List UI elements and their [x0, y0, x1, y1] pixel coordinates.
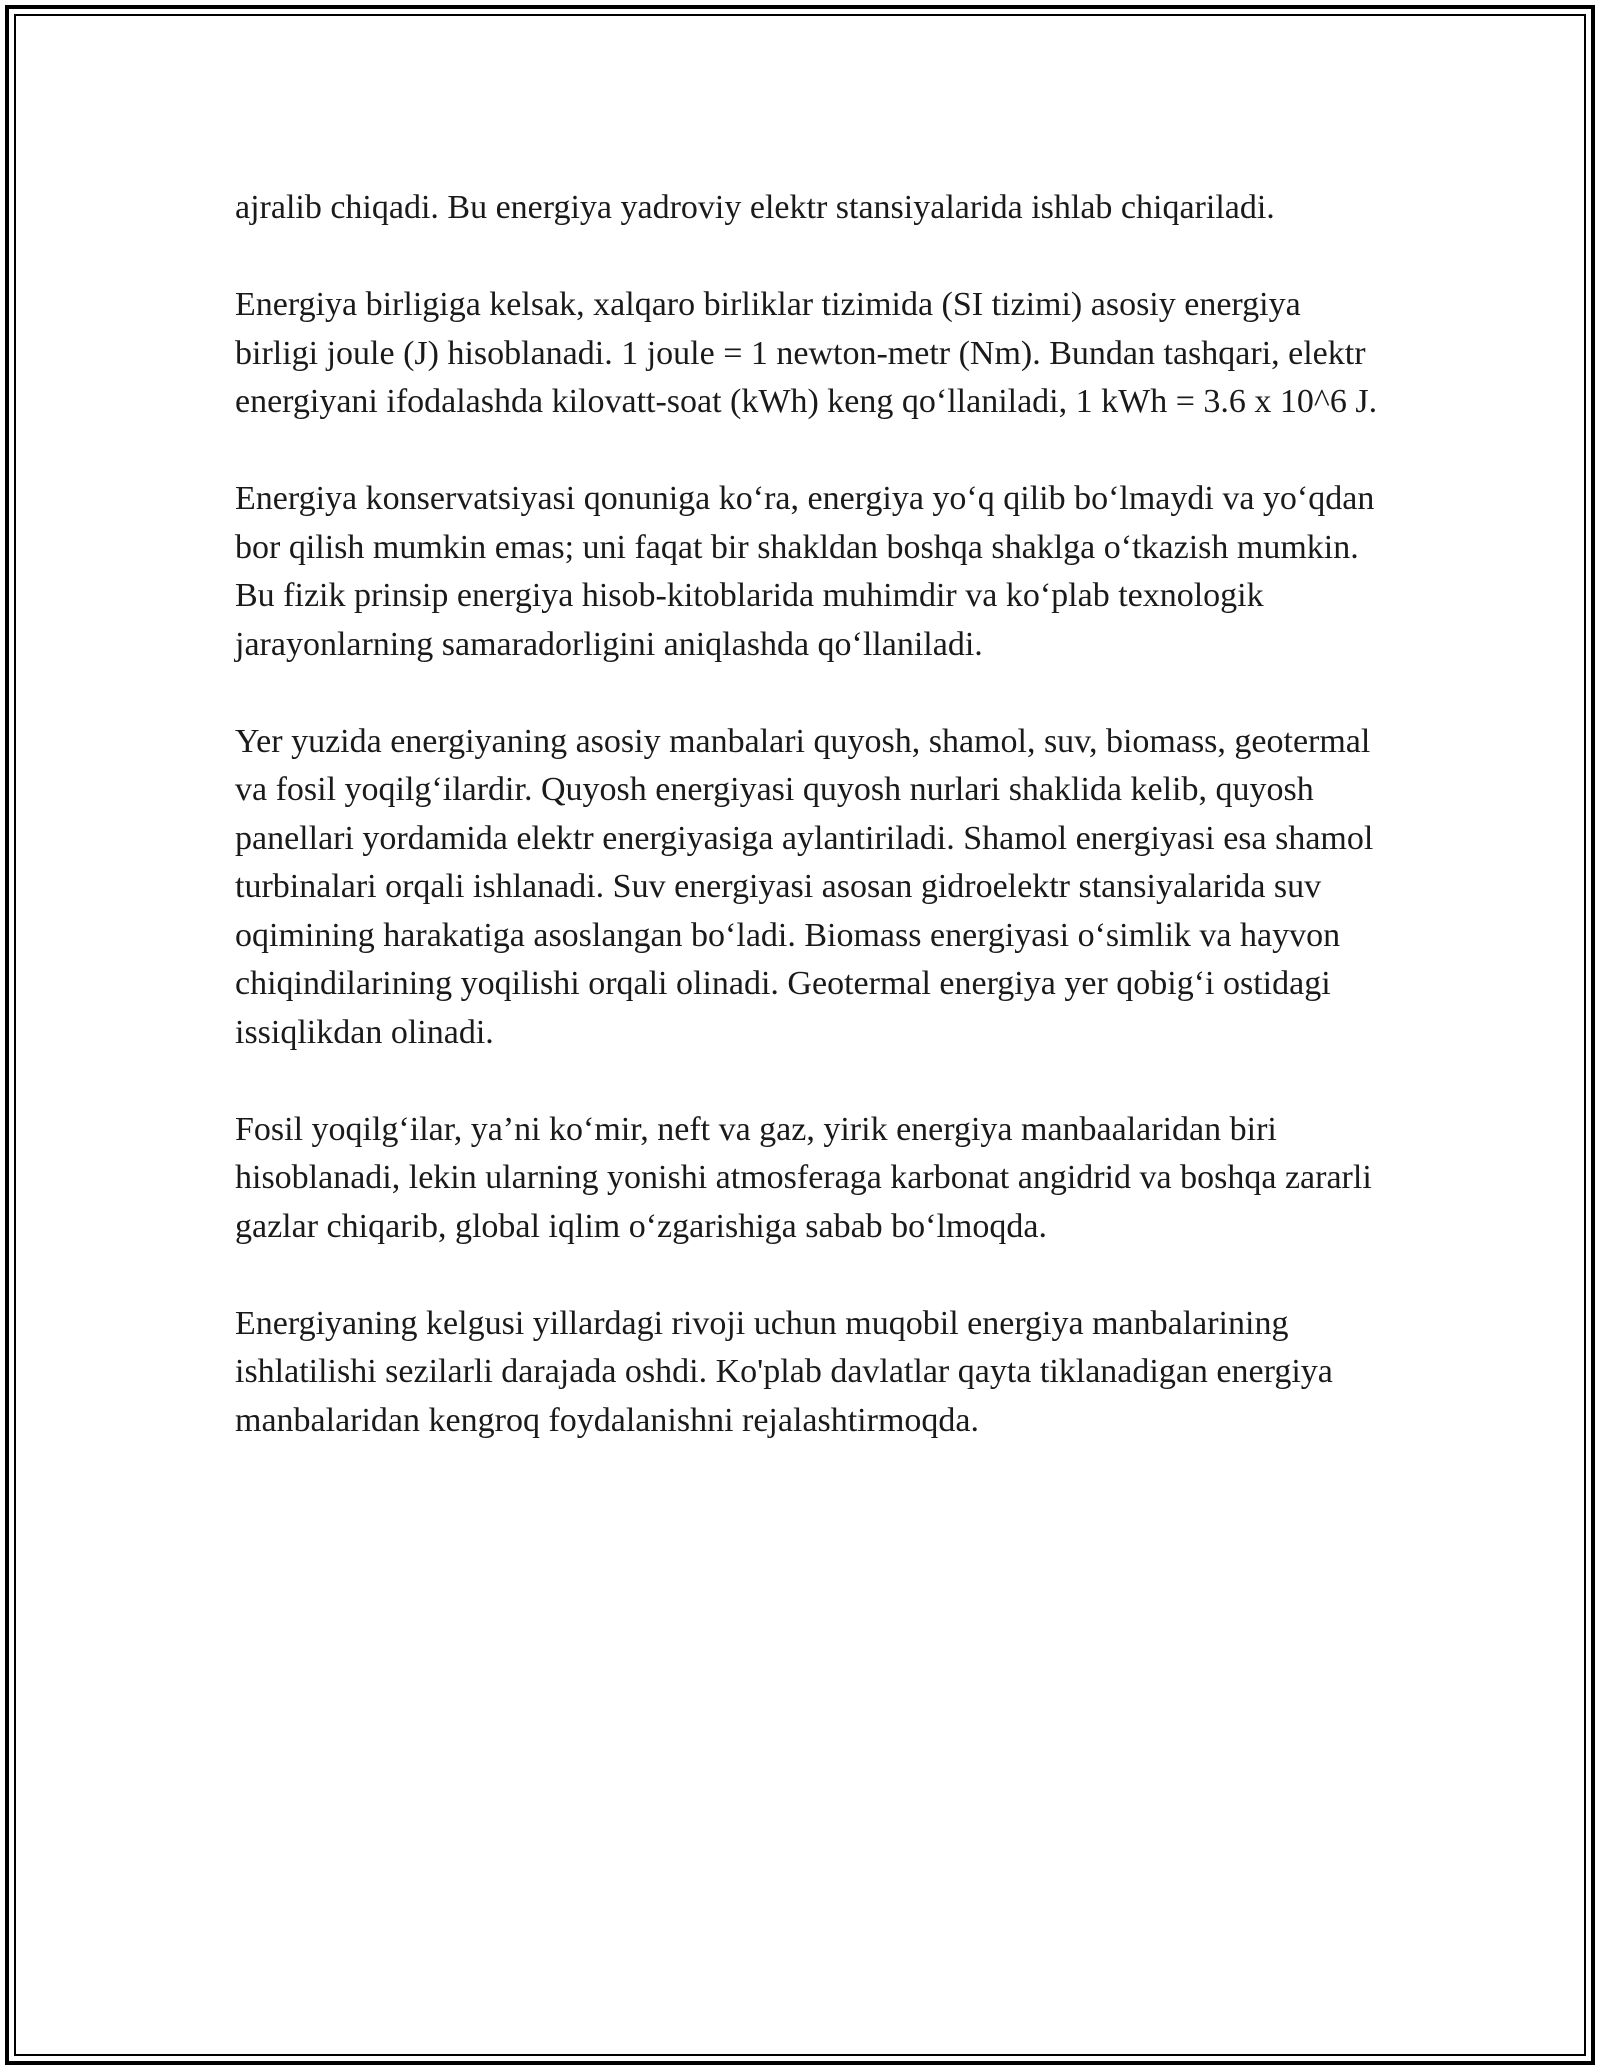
paragraph: ajralib chiqadi. Bu energiya yadroviy elektr stansiyalarida ishlab chiqariladi. [235, 189, 1275, 226]
paragraph: Yer yuzida energiyaning asosiy manbalari quyosh, shamol, suv, biomass, geotermal va fosil yoqilg‘ilardir. Quyosh energiyasi quyosh nurlari shaklida kelib, quyosh panellari yordamida elektr energiyasiga aylantiriladi. Shamol energiyasi esa shamol turbinalari orqali ishlanadi. Suv energiyasi asosan gidroelektr stansiyalarida suv oqimining harakatiga asoslangan bo‘ladi. Biomass energiyasi o‘simlik va hayvon chiqindilarining yoqilishi orqali olinadi. Geotermal energiya yer qobig‘i ostidagi issiqlikdan olinadi. [235, 722, 1374, 1051]
paragraph: Energiyaning kelgusi yillardagi rivoji uchun muqobil energiya manbalarining ishlatilishi sezilarli darajada oshdi. Ko'plab davlatlar qayta tiklanadigan energiya manbalaridan kengroq foydalanishni rejalashtirmoqda. [235, 1304, 1333, 1439]
paragraph: Energiya birligiga kelsak, xalqaro birliklar tizimida (SI tizimi) asosiy energiya birligi joule (J) hisoblanadi. 1 joule = 1 newton-metr (Nm). Bundan tashqari, elektr energiyani ifodalashda kilovatt-soat (kWh) keng qo‘llaniladi, 1 kWh = 3.6 x 10^6 J. [235, 286, 1378, 420]
paragraph: Energiya konservatsiyasi qonuniga ko‘ra, energiya yo‘q qilib bo‘lmaydi va yo‘qdan bor qilish mumkin emas; uni faqat bir shakldan boshqa shaklga o‘tkazish mumkin. Bu fizik prinsip energiya hisob-kitoblarida muhimdir va ko‘plab texnologik jarayonlarning samaradorligini aniqlashda qo‘llaniladi. [235, 480, 1375, 663]
document-body [235, 184, 1380, 1494]
paragraph: Fosil yoqilg‘ilar, ya’ni ko‘mir, neft va gaz, yirik energiya manbaalaridan biri hisoblanadi, lekin ularning yonishi atmosferaga karbonat angidrid va boshqa zararli gazlar chiqarib, global iqlim o‘zgarishiga sabab bo‘lmoqda. [235, 1110, 1372, 1245]
